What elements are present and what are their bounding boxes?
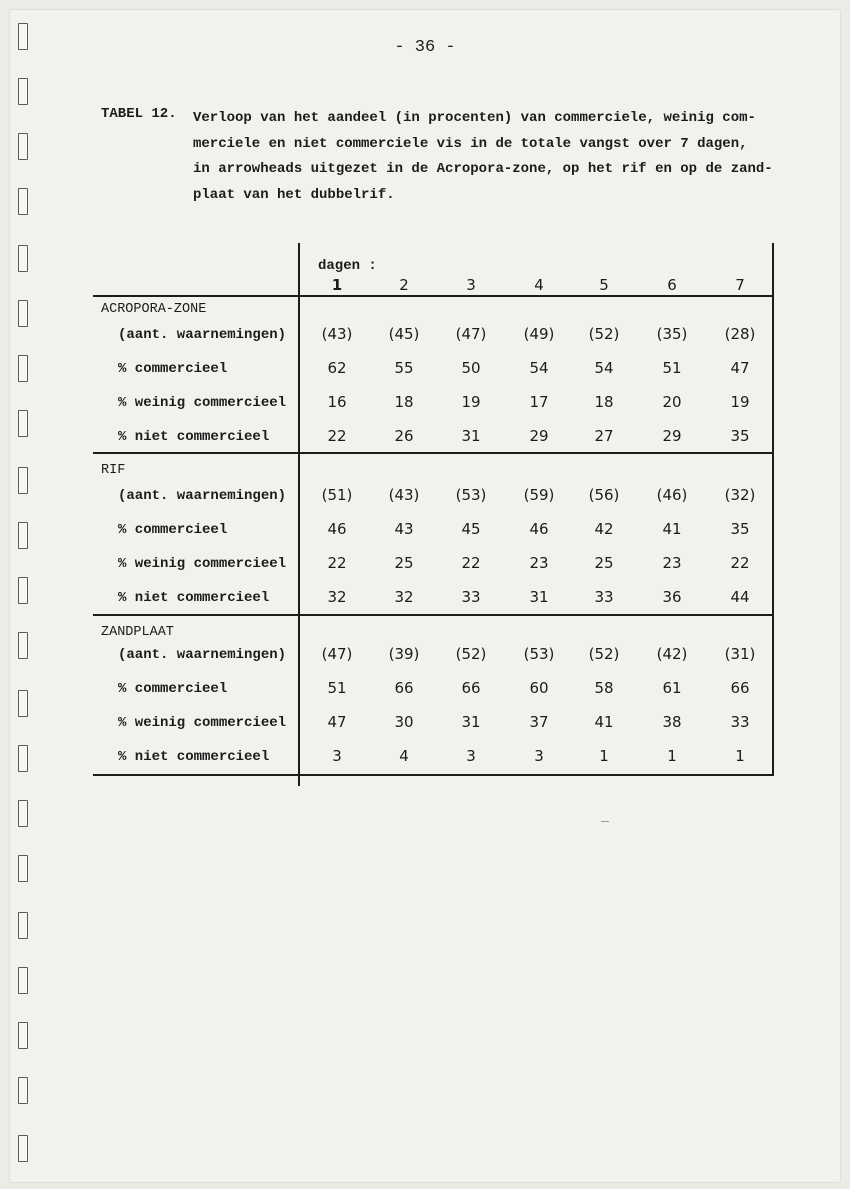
table-cell: 58 <box>594 679 614 697</box>
table-cell: 30 <box>394 713 414 731</box>
table-cell: 41 <box>662 520 682 538</box>
row-label: % niet commercieel <box>118 749 270 765</box>
table-cell: (53) <box>455 486 487 504</box>
table-cell: 55 <box>394 359 414 377</box>
binder-hole <box>18 967 28 994</box>
binder-hole <box>18 133 28 160</box>
table-cell: 54 <box>594 359 614 377</box>
table-cell: 32 <box>394 588 414 606</box>
table-cell: 25 <box>594 554 614 572</box>
table-cell: (42) <box>656 645 688 663</box>
table-cell: 35 <box>730 427 750 445</box>
binder-hole <box>18 1077 28 1104</box>
table-cell: 47 <box>730 359 750 377</box>
row-label: (aant. waarnemingen) <box>118 647 287 663</box>
table-cell: 51 <box>327 679 347 697</box>
table-cell: (52) <box>455 645 487 663</box>
days-header-label: dagen : <box>318 258 377 274</box>
table-cell: 22 <box>730 554 750 572</box>
binder-hole <box>18 690 28 717</box>
day-header: 2 <box>399 276 409 294</box>
binder-hole <box>18 355 28 382</box>
table-cell: 25 <box>394 554 414 572</box>
table-cell: 44 <box>730 588 750 606</box>
table-cell: 32 <box>327 588 347 606</box>
table-column-divider <box>298 243 300 786</box>
table-cell: 20 <box>662 393 682 411</box>
table-cell: (43) <box>388 486 420 504</box>
binder-hole <box>18 632 28 659</box>
table-cell: 66 <box>730 679 750 697</box>
day-header: 7 <box>735 276 745 294</box>
table-cell: 31 <box>461 713 481 731</box>
table-cell: 43 <box>394 520 414 538</box>
table-cell: 60 <box>529 679 549 697</box>
section-title: ZANDPLAAT <box>101 625 174 640</box>
row-label: % weinig commercieel <box>118 556 287 572</box>
binder-hole <box>18 410 28 437</box>
table-cell: 17 <box>529 393 549 411</box>
section-title: RIF <box>101 463 126 478</box>
table-cell: 47 <box>327 713 347 731</box>
section-title: ACROPORA-ZONE <box>101 302 207 317</box>
table-bottom-rule <box>93 774 774 776</box>
binder-hole <box>18 577 28 604</box>
table-cell: 31 <box>529 588 549 606</box>
binder-holes <box>0 0 40 1189</box>
binder-hole <box>18 1022 28 1049</box>
table-cell: (43) <box>321 325 353 343</box>
table-cell: (45) <box>388 325 420 343</box>
table-cell: 29 <box>662 427 682 445</box>
table-right-border <box>772 243 774 775</box>
table-cell: 29 <box>529 427 549 445</box>
table-cell: 23 <box>662 554 682 572</box>
binder-hole <box>18 467 28 494</box>
table-cell: 54 <box>529 359 549 377</box>
caption-line: plaat van het dubbelrif. <box>193 186 395 203</box>
table-cell: 27 <box>594 427 614 445</box>
stray-mark <box>601 821 609 822</box>
table-cell: 66 <box>461 679 481 697</box>
day-header: 6 <box>667 276 677 294</box>
day-header: 5 <box>599 276 609 294</box>
table-cell: 3 <box>466 747 476 765</box>
row-label: % niet commercieel <box>118 429 270 445</box>
table-cell: 33 <box>730 713 750 731</box>
table-cell: 33 <box>461 588 481 606</box>
binder-hole <box>18 245 28 272</box>
row-label: % weinig commercieel <box>118 715 287 731</box>
day-header: 3 <box>466 276 476 294</box>
table-cell: 26 <box>394 427 414 445</box>
table-cell: 18 <box>394 393 414 411</box>
day-header: 1 <box>331 276 343 294</box>
table-cell: 1 <box>599 747 609 765</box>
table-cell: 19 <box>461 393 481 411</box>
table-cell: 19 <box>730 393 750 411</box>
binder-hole <box>18 745 28 772</box>
table-cell: (47) <box>321 645 353 663</box>
table-cell: (31) <box>724 645 756 663</box>
table-cell: 3 <box>332 747 342 765</box>
table-cell: (39) <box>388 645 420 663</box>
table-cell: 1 <box>667 747 677 765</box>
table-cell: 22 <box>327 427 347 445</box>
table-cell: 42 <box>594 520 614 538</box>
row-label: (aant. waarnemingen) <box>118 488 287 504</box>
table-cell: (59) <box>523 486 555 504</box>
table-cell: 50 <box>461 359 481 377</box>
table-cell: 22 <box>461 554 481 572</box>
table-section-rule <box>93 452 774 454</box>
table-cell: 61 <box>662 679 682 697</box>
table-cell: (56) <box>588 486 620 504</box>
table-cell: 3 <box>534 747 544 765</box>
binder-hole <box>18 855 28 882</box>
table-cell: 41 <box>594 713 614 731</box>
table-cell: (49) <box>523 325 555 343</box>
table-cell: 62 <box>327 359 347 377</box>
table-cell: (53) <box>523 645 555 663</box>
row-label: % weinig commercieel <box>118 395 287 411</box>
table-cell: 51 <box>662 359 682 377</box>
table-cell: 16 <box>327 393 347 411</box>
binder-hole <box>18 912 28 939</box>
table-cell: 4 <box>399 747 409 765</box>
table-cell: (51) <box>321 486 353 504</box>
table-cell: (52) <box>588 325 620 343</box>
table-cell: 18 <box>594 393 614 411</box>
row-label: (aant. waarnemingen) <box>118 327 287 343</box>
table-cell: 46 <box>327 520 347 538</box>
table-cell: 23 <box>529 554 549 572</box>
table-caption <box>193 106 793 208</box>
table-header-rule <box>93 295 774 297</box>
caption-line: Verloop van het aandeel (in procenten) van commerciele, weinig com- <box>193 110 756 126</box>
table-cell: (35) <box>656 325 688 343</box>
caption-line: in arrowheads uitgezet in de Acropora-zone, op het rif en op de zand- <box>193 161 773 177</box>
table-cell: (52) <box>588 645 620 663</box>
table-cell: 46 <box>529 520 549 538</box>
table-cell: 66 <box>394 679 414 697</box>
table-cell: 37 <box>529 713 549 731</box>
table-caption-label: TABEL 12. <box>101 106 177 122</box>
table-cell: 33 <box>594 588 614 606</box>
table-cell: (47) <box>455 325 487 343</box>
table-cell: (28) <box>724 325 756 343</box>
table-cell: 45 <box>461 520 481 538</box>
table-cell: 22 <box>327 554 347 572</box>
table-cell: 35 <box>730 520 750 538</box>
table-cell: 36 <box>662 588 682 606</box>
table-cell: (46) <box>656 486 688 504</box>
table-cell: 38 <box>662 713 682 731</box>
day-header: 4 <box>534 276 544 294</box>
row-label: % commercieel <box>118 681 228 697</box>
binder-hole <box>18 78 28 105</box>
caption-line: merciele en niet commerciele vis in de totale vangst over 7 dagen, <box>193 135 748 152</box>
row-label: % niet commercieel <box>118 590 270 606</box>
row-label: % commercieel <box>118 522 228 538</box>
table-cell: 31 <box>461 427 481 445</box>
binder-hole <box>18 188 28 215</box>
table-cell: (32) <box>724 486 756 504</box>
binder-hole <box>18 1135 28 1162</box>
binder-hole <box>18 800 28 827</box>
table-cell: 1 <box>735 747 745 765</box>
page-number: - 36 - <box>394 38 456 57</box>
table-section-rule <box>93 614 774 616</box>
binder-hole <box>18 300 28 327</box>
row-label: % commercieel <box>118 361 228 377</box>
binder-hole <box>18 522 28 549</box>
